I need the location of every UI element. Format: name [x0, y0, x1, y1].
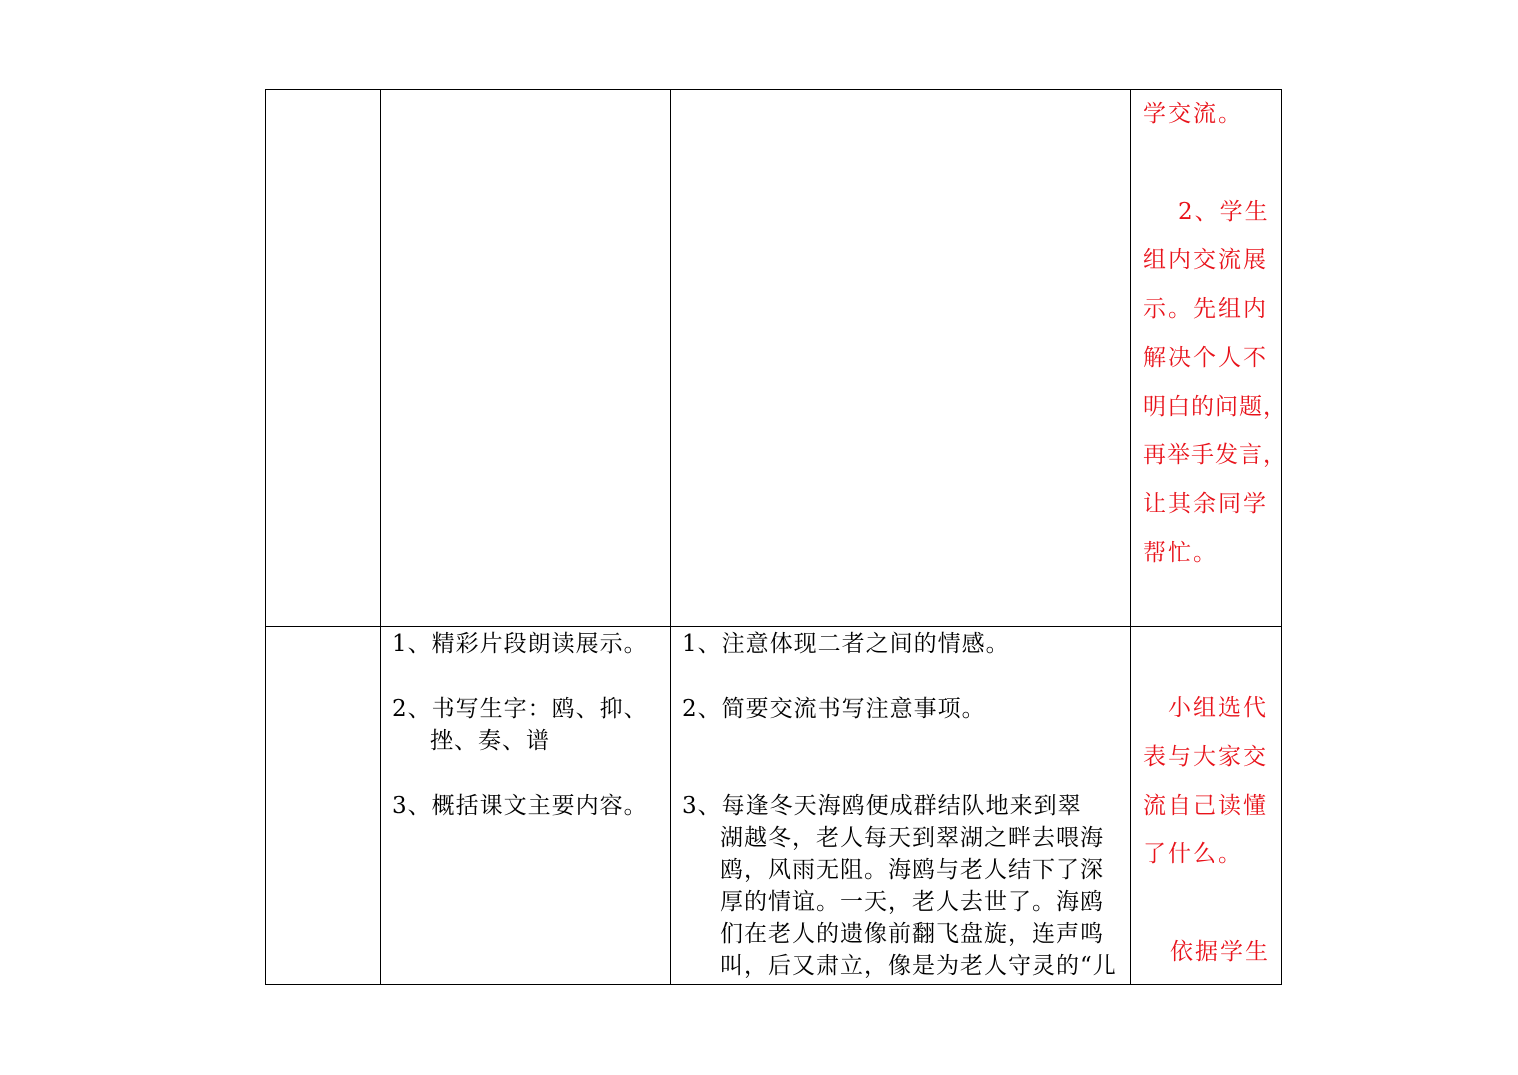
text-line: 帮忙。: [1143, 540, 1218, 566]
text-line: 3、每逢冬天海鸥便成群结队地来到翠: [682, 793, 1082, 819]
text-line: 挫、奏、谱: [430, 728, 550, 754]
text-line: 表与大家交: [1143, 744, 1268, 770]
text-line: 3、概括课文主要内容。: [392, 793, 648, 819]
text-line: 明白的问题，: [1143, 394, 1287, 420]
text-line: 解决个人不: [1143, 345, 1268, 371]
text-line: 2、书写生字：鸥、抑、: [392, 696, 648, 722]
table-left-border: [265, 89, 266, 985]
text-line: 厚的情谊。一天，老人去世了。海鸥: [720, 889, 1104, 915]
text-line: 流自己读懂: [1143, 793, 1268, 819]
table-right-border: [1281, 89, 1282, 985]
text-line: 依据学生: [1170, 939, 1270, 965]
text-line: 组内交流展: [1143, 247, 1268, 273]
text-line: 2、简要交流书写注意事项。: [682, 696, 986, 722]
text-line: 叫，后又肃立，像是为老人守灵的“儿: [720, 953, 1117, 979]
text-line: 湖越冬，老人每天到翠湖之畔去喂海: [720, 825, 1104, 851]
column-divider-3: [1130, 89, 1131, 985]
text-line: 让其余同学: [1143, 491, 1268, 517]
text-line: 1、注意体现二者之间的情感。: [682, 631, 1010, 657]
text-line: 了什么。: [1143, 841, 1243, 867]
column-divider-1: [380, 89, 381, 985]
text-line: 再举手发言，: [1143, 442, 1287, 468]
text-line: 1、精彩片段朗读展示。: [392, 631, 648, 657]
text-line: 鸥，风雨无阻。海鸥与老人结下了深: [720, 857, 1104, 883]
text-line: 示。先组内: [1143, 296, 1268, 322]
text-line: 学交流。: [1143, 101, 1243, 127]
column-divider-2: [670, 89, 671, 985]
text-line: 们在老人的遗像前翻飞盘旋，连声鸣: [720, 921, 1104, 947]
text-line: 2、学生: [1178, 199, 1270, 225]
text-line: 小组选代: [1168, 695, 1268, 721]
